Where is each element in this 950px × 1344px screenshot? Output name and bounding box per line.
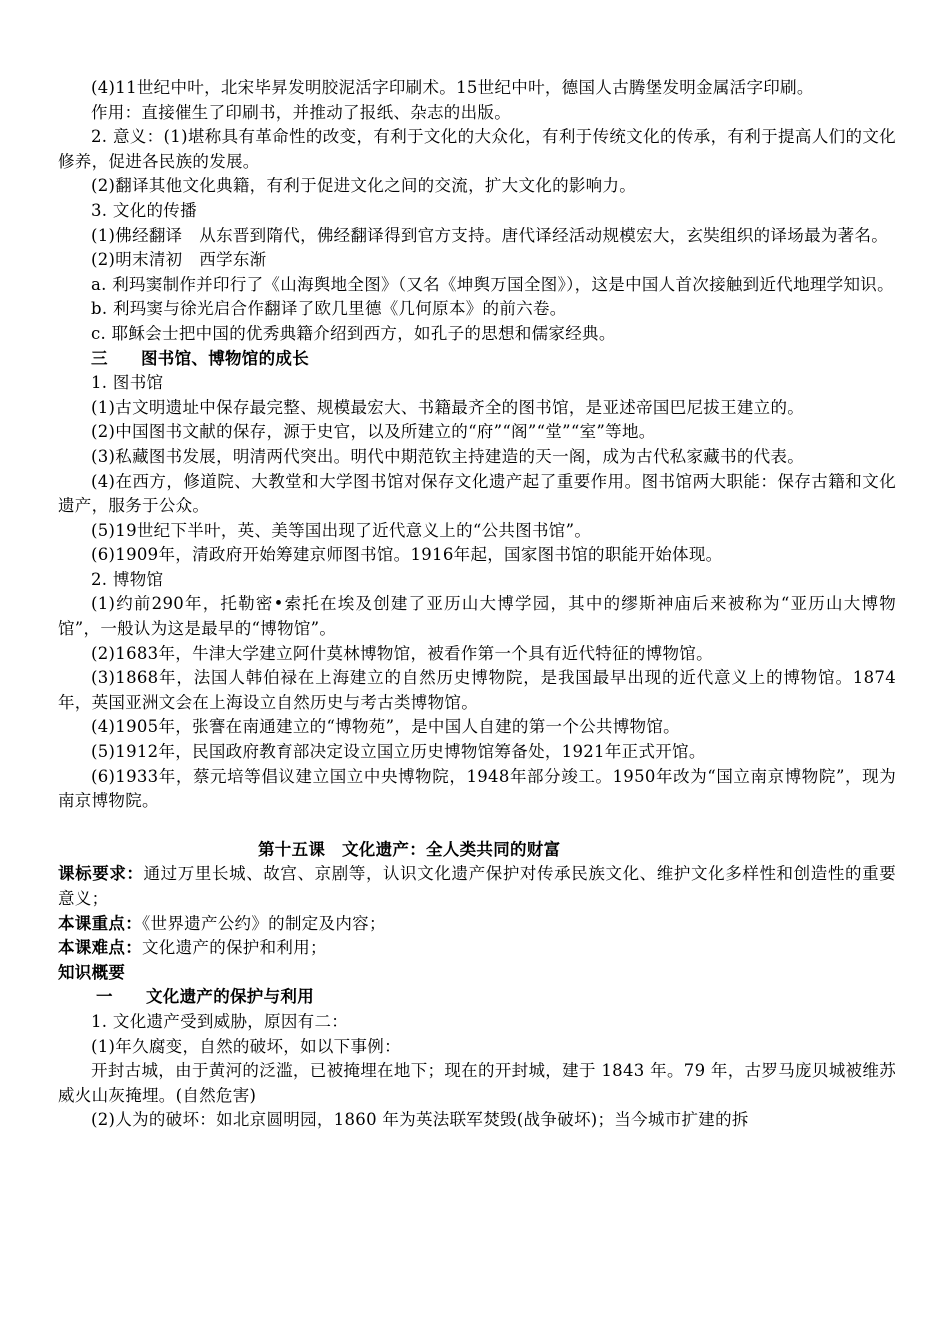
paragraph: (2)翻译其他文化典籍，有利于促进文化之间的交流，扩大文化的影响力。 bbox=[91, 176, 637, 196]
paragraph: (1)佛经翻译 从东晋到隋代，佛经翻译得到官方支持。唐代译经活动规模宏大，玄奘组织的译场最为著名。 bbox=[91, 225, 889, 245]
paragraph: 2. 意义：(1)堪称具有革命性的改变，有利于文化的大众化，有利于传统文化的传承，有利于提高人们的文化修养，促进各民族的发展。 bbox=[58, 127, 896, 171]
paragraph: (6)1933年，蔡元培等倡议建立国立中央博物院，1948年部分竣工。1950年改为“国立南京博物院”，现为南京博物院。 bbox=[58, 766, 896, 811]
paragraph: 1. 图书馆 bbox=[91, 373, 164, 393]
paragraph-label: 课标要求： bbox=[58, 864, 144, 884]
paragraph-label: 本课难点： bbox=[58, 938, 142, 958]
paragraph: (6)1909年，清政府开始筹建京师图书馆。1916年起，国家图书馆的职能开始体现。 bbox=[91, 545, 723, 565]
paragraph: (5)19世纪下半叶，英、美等国出现了近代意义上的“公共图书馆”。 bbox=[91, 520, 592, 540]
lesson-title: 第十五课 文化遗产：全人类共同的财富 bbox=[258, 839, 561, 859]
paragraph: a. 利玛窦制作并印行了《山海舆地全图》（又名《坤舆万国全图》），这是中国人首次接触到近代地理学知识。 bbox=[91, 274, 894, 294]
paragraph: (3)私藏图书发展，明清两代突出。明代中期范钦主持建造的天一阁，成为古代私家藏书的代表。 bbox=[91, 446, 805, 466]
paragraph-label: 本课重点： bbox=[58, 913, 142, 933]
paragraph: 3. 文化的传播 bbox=[91, 200, 197, 220]
paragraph-text: 《世界遗产公约》的制定及内容； bbox=[142, 913, 386, 933]
labeled-paragraph bbox=[58, 936, 896, 961]
paragraph: 2. 博物馆 bbox=[91, 569, 164, 589]
paragraph: c. 耶稣会士把中国的优秀典籍介绍到西方，如孔子的思想和儒家经典。 bbox=[91, 323, 616, 343]
spacer bbox=[58, 814, 896, 838]
labeled-paragraph bbox=[58, 912, 896, 937]
paragraph: 作用：直接催生了印刷书，并推动了报纸、杂志的出版。 bbox=[91, 102, 511, 122]
paragraph: (2)明末清初 西学东渐 bbox=[91, 250, 267, 270]
paragraph: (2)人为的破坏：如北京圆明园，1860 年为英法联军焚毁(战争破坏)；当今城市扩建的拆 bbox=[91, 1110, 749, 1130]
paragraph: b. 利玛窦与徐光启合作翻译了欧几里德《几何原本》的前六卷。 bbox=[91, 299, 567, 319]
paragraph: (4)11世纪中叶，北宋毕昇发明胶泥活字印刷术。15世纪中叶，德国人古腾堡发明金属活字印刷。 bbox=[91, 78, 814, 97]
section-title: 图书馆、博物馆的成长 bbox=[141, 348, 309, 368]
section-heading bbox=[58, 347, 896, 372]
paragraph: 开封古城，由于黄河的泛滥，已被掩埋在地下；现在的开封城，建于 1843 年。79 年，古罗马庞贝城被维苏威火山灰掩埋。(自然危害) bbox=[58, 1061, 896, 1105]
section-heading bbox=[58, 985, 896, 1010]
paragraph: (4)在西方，修道院、大教堂和大学图书馆对保存文化遗产起了重要作用。图书馆两大职能：保存古籍和文化遗产，服务于公众。 bbox=[58, 471, 896, 516]
paragraph: (2)1683年，牛津大学建立阿什莫林博物馆，被看作第一个具有近代特征的博物馆。 bbox=[91, 643, 713, 663]
paragraph: (1)年久腐变，自然的破坏，如以下事例： bbox=[91, 1036, 401, 1056]
paragraph: (3)1868年，法国人韩伯禄在上海建立的自然历史博物院，是我国最早出现的近代意义上的博物馆。1874年，英国亚洲文会在上海设立自然历史与考古类博物馆。 bbox=[58, 668, 896, 712]
paragraph-text: 文化遗产的保护和利用； bbox=[142, 938, 327, 958]
document-page bbox=[58, 76, 896, 1133]
section-number: 三 bbox=[91, 348, 108, 368]
labeled-paragraph bbox=[58, 862, 896, 911]
section-label: 知识概要 bbox=[58, 962, 126, 982]
paragraph: (1)约前290年，托勒密•索托在埃及创建了亚历山大博学园，其中的缪斯神庙后来被称为“亚历山大博物馆”，一般认为这是最早的“博物馆”。 bbox=[58, 594, 896, 639]
paragraph: (1)古文明遗址中保存最完整、规模最宏大、书籍最齐全的图书馆，是亚述帝国巴尼拔王建立的。 bbox=[91, 397, 805, 417]
paragraph: (5)1912年，民国政府教育部决定设立国立历史博物馆筹备处，1921年正式开馆。 bbox=[91, 742, 706, 762]
paragraph: (2)中国图书文献的保存，源于史官，以及所建立的“府”“阁”“堂”“室”等地。 bbox=[91, 422, 656, 442]
paragraph: (4)1905年，张謇在南通建立的“博物苑”，是中国人自建的第一个公共博物馆。 bbox=[91, 717, 680, 737]
section-title: 文化遗产的保护与利用 bbox=[146, 987, 314, 1007]
paragraph-text: 通过万里长城、故宫、京剧等，认识文化遗产保护对传承民族文化、维护文化多样性和创造性的重要意义； bbox=[58, 864, 897, 908]
paragraph: 1. 文化遗产受到威胁，原因有二： bbox=[91, 1011, 349, 1031]
section-number: 一 bbox=[96, 987, 113, 1007]
